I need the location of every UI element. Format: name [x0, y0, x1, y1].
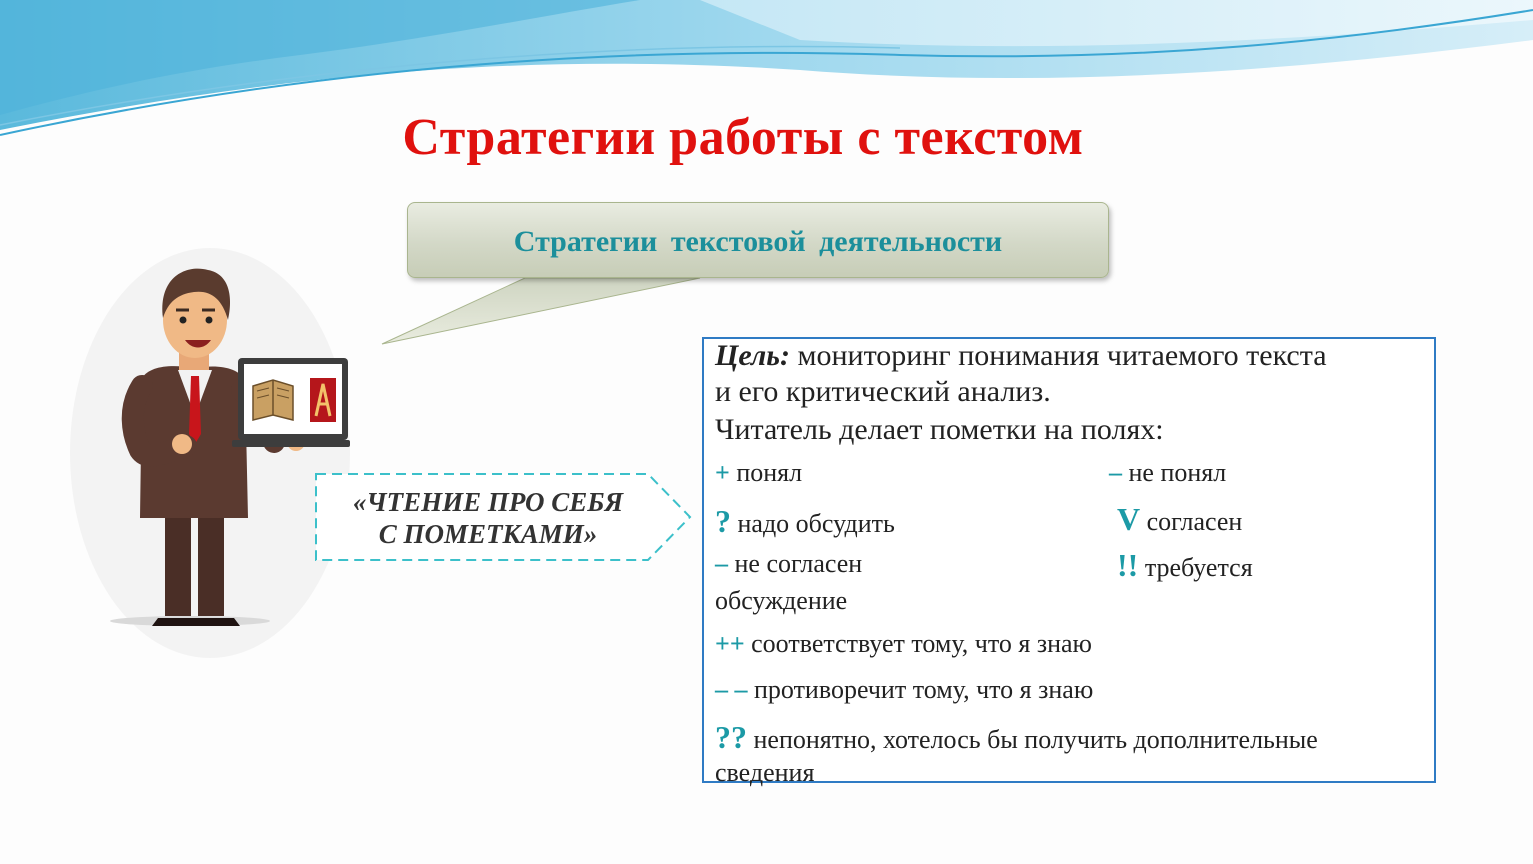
- mark-symbol: –: [715, 549, 728, 578]
- goal-text-1: мониторинг понимания читаемого текста: [790, 339, 1327, 372]
- mark-text: соответствует тому, что я знаю: [744, 629, 1092, 658]
- mark-text: согласен: [1140, 507, 1243, 536]
- mark-unclear-cont: сведения: [715, 758, 815, 787]
- mark-text: не согласен: [728, 549, 863, 578]
- mark-symbol: – –: [715, 675, 748, 704]
- mark-contradicts: [715, 675, 1093, 705]
- callout-tail: [380, 272, 740, 352]
- mark-understood: [715, 458, 802, 488]
- mark-needs-discussion: [1117, 547, 1253, 584]
- mark-symbol: +: [715, 458, 730, 487]
- goal-text-3: Читатель делает пометки на полях:: [715, 413, 1164, 446]
- reading-method-label: [318, 486, 658, 550]
- mark-symbol: V: [1117, 501, 1141, 537]
- callout-text: Стратегии текстовой деятельности: [513, 225, 1003, 258]
- mark-text: непонятно, хотелось бы получить дополнительные: [747, 725, 1318, 754]
- mark-text: не понял: [1122, 458, 1227, 487]
- mark-text: надо обсудить: [731, 509, 895, 538]
- mark-discuss: [715, 503, 895, 540]
- goal-line: [715, 339, 1327, 373]
- mark-unclear: [715, 719, 1318, 756]
- mark-matches: [715, 629, 1092, 659]
- badge-line-2: С ПОМЕТКАМИ»: [378, 519, 598, 549]
- mark-symbol: !!: [1117, 547, 1139, 583]
- goal-info-box: [702, 337, 1436, 787]
- goal-label: Цель:: [715, 339, 790, 372]
- mark-symbol: –: [1109, 458, 1122, 487]
- mark-symbol: ??: [715, 719, 747, 755]
- slide-title: Стратегии работы с текстом: [402, 109, 1084, 166]
- badge-line-1: «ЧТЕНИЕ ПРО СЕБЯ: [352, 487, 624, 517]
- mark-not-understood: [1109, 458, 1226, 488]
- goal-text-2: и его критический анализ.: [715, 375, 1051, 408]
- presenter-illustration: [70, 238, 370, 658]
- mark-agree: [1117, 501, 1242, 538]
- mark-discussion-cont: обсуждение: [715, 586, 848, 615]
- mark-disagree: [715, 549, 862, 579]
- callout-bubble: [407, 202, 1109, 278]
- mark-text: требуется: [1138, 553, 1253, 582]
- mark-symbol: ?: [715, 503, 731, 539]
- mark-text: понял: [729, 458, 803, 487]
- mark-text: противоречит тому, что я знаю: [747, 675, 1094, 704]
- mark-symbol: ++: [715, 629, 745, 658]
